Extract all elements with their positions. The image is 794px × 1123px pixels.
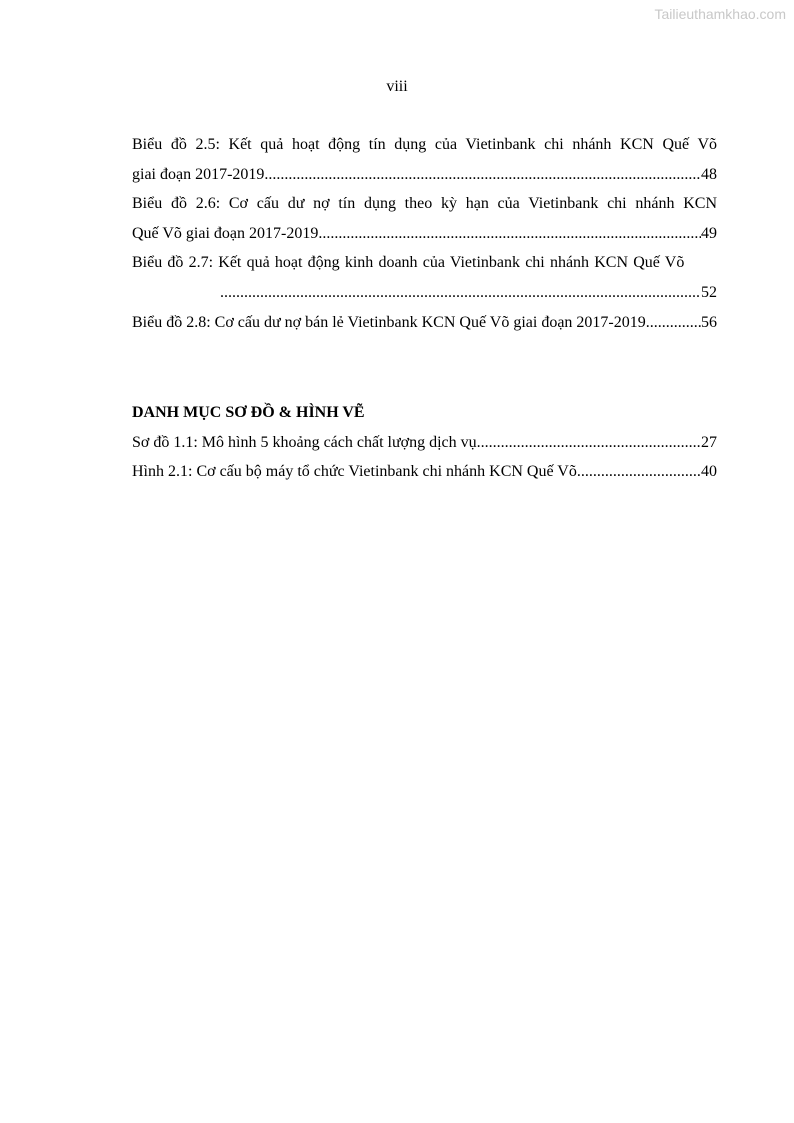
toc-entry-leader[interactable] <box>132 160 717 190</box>
toc-page: 52 <box>701 283 717 301</box>
section-heading: DANH MỤC SƠ ĐỒ & HÌNH VẼ <box>132 404 365 421</box>
page-number: viii <box>386 78 408 95</box>
toc-entry-leader[interactable] <box>132 308 717 338</box>
watermark: Tailieuthamkhao.com <box>654 6 786 22</box>
toc-entry-title: Biểu đồ 2.6: Cơ cấu dư nợ tín dụng theo kỳ hạn của Vietinbank chi nhánh KCN <box>132 195 717 213</box>
toc-page: 27 <box>701 433 717 451</box>
toc-entry-leader[interactable] <box>132 457 717 487</box>
toc-entry-leader[interactable] <box>132 219 717 249</box>
toc-entry-leader[interactable] <box>132 278 717 308</box>
toc-entry-line <box>132 248 717 278</box>
toc-entry-title-cont: giai đoạn 2017-2019 <box>132 165 265 183</box>
toc-entry-title: Hình 2.1: Cơ cấu bộ máy tổ chức Vietinbank chi nhánh KCN Quế Võ <box>132 463 577 481</box>
toc-page: 56 <box>701 313 717 331</box>
toc-entry-title-cont: Quế Võ giai đoạn 2017-2019 <box>132 224 319 242</box>
toc-entry-title: Biểu đồ 2.8: Cơ cấu dư nợ bán lẻ Vietinbank KCN Quế Võ giai đoạn 2017-2019 <box>132 313 646 331</box>
toc-entry-title: Biểu đồ 2.7: Kết quả hoạt động kinh doanh của Vietinbank chi nhánh KCN Quế Võ <box>132 254 685 272</box>
toc-entry-line <box>132 130 717 160</box>
toc-entry-line <box>132 189 717 219</box>
toc-page: 40 <box>701 463 717 481</box>
toc-entry-title: Biểu đồ 2.5: Kết quả hoạt động tín dụng của Vietinbank chi nhánh KCN Quế Võ <box>132 136 717 153</box>
toc-entry-title: Sơ đồ 1.1: Mô hình 5 khoảng cách chất lượng dịch vụ <box>132 433 477 451</box>
toc-page: 49 <box>701 224 717 242</box>
diagrams-section <box>132 398 717 487</box>
toc-entry-leader[interactable] <box>132 428 717 458</box>
toc-page: 48 <box>701 165 717 183</box>
chart-list <box>132 130 717 337</box>
